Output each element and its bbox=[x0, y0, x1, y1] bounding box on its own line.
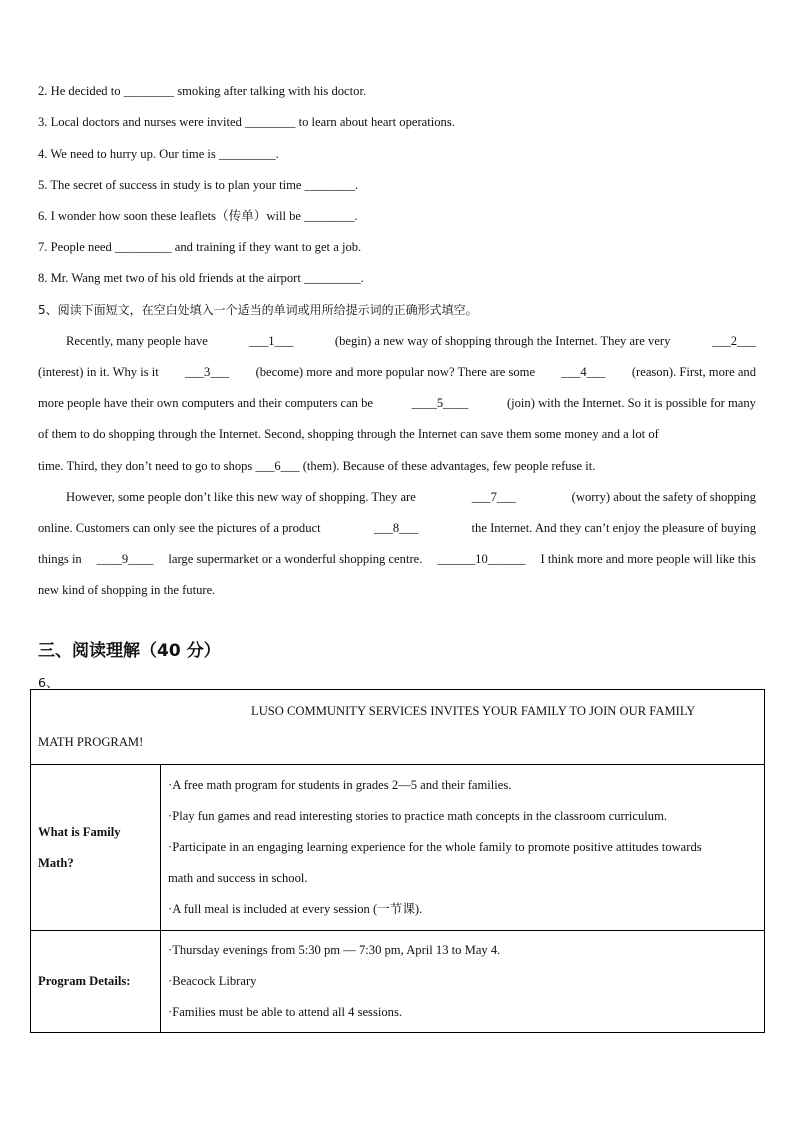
blank-10[interactable]: ______10______ bbox=[437, 552, 526, 566]
table-row bbox=[31, 931, 765, 1033]
blank-1[interactable]: ___1___ bbox=[249, 334, 294, 348]
passage-line: Recently, many people have ___1___ (begin) a new way of shopping through the Internet. They are very ___2___ bbox=[66, 334, 756, 348]
table-row bbox=[31, 765, 765, 931]
exercise-item-2: 2. He decided to ________ smoking after talking with his doctor. bbox=[38, 84, 367, 98]
blank-7[interactable]: ___7___ bbox=[471, 490, 516, 504]
question-number: 6、 bbox=[38, 675, 59, 690]
passage-line: new kind of shopping in the future. bbox=[38, 583, 216, 597]
passage-line: time. Third, they don’t need to go to shops ___6___ (them). Because of these advantages, few people refuse it. bbox=[38, 459, 596, 473]
passage-line: However, some people don’t like this new way of shopping. They are ___7___ (worry) about the safety of shopping bbox=[66, 490, 756, 504]
passage-line: online. Customers can only see the pictures of a product ___8___ the Internet. And they can’t enjoy the pleasure of buying bbox=[38, 521, 756, 535]
blank-5[interactable]: ____5____ bbox=[411, 396, 469, 410]
blank-8[interactable]: ___8___ bbox=[374, 521, 419, 535]
row-content: ·A free math program for students in grades 2—5 and their families. ·Play fun games and read interesting stories to practice math concepts in the classroom curriculum. ·Participate in an engaging learning experience for the whole family to promote positive attitudes towards math and success in school. ·A full meal is included at every session (一节课). bbox=[161, 765, 765, 931]
row-label: Program Details: bbox=[31, 931, 161, 1033]
task5-instruction: 5、阅读下面短文，在空白处填入一个适当的单词或用所给提示词的正确形式填空。 bbox=[38, 303, 478, 317]
exercise-item-6: 6. I wonder how soon these leaflets（传单）will be ________. bbox=[38, 209, 358, 223]
blank-2[interactable]: ___2___ bbox=[711, 334, 756, 348]
exercise-item-3: 3. Local doctors and nurses were invited ________ to learn about heart operations. bbox=[38, 115, 455, 129]
row-label: What is Family Math? bbox=[31, 765, 161, 931]
blank-3[interactable]: ___3___ bbox=[185, 365, 230, 379]
passage-line: of them to do shopping through the Internet. Second, shopping through the Internet can save them some money and a lot of bbox=[38, 427, 659, 441]
blank-4[interactable]: ___4___ bbox=[561, 365, 606, 379]
passage-line: more people have their own computers and their computers can be ____5____ (join) with the Internet. So it is possible for many bbox=[38, 396, 756, 410]
exercise-item-8: 8. Mr. Wang met two of his old friends at the airport _________. bbox=[38, 271, 364, 285]
section-title: 三、阅读理解（40 分） bbox=[38, 641, 221, 661]
exercise-item-4: 4. We need to hurry up. Our time is _________. bbox=[38, 147, 279, 161]
table-header: LUSO COMMUNITY SERVICES INVITES YOUR FAMILY TO JOIN OUR FAMILY MATH PROGRAM! bbox=[31, 690, 765, 765]
exercise-item-5: 5. The secret of success in study is to plan your time ________. bbox=[38, 178, 359, 192]
passage-line: things in ____9____ large supermarket or a wonderful shopping centre. ______10______ I think more and more people will like this bbox=[38, 552, 756, 566]
passage-line: (interest) in it. Why is it ___3___ (become) more and more popular now? There are some ___4___ (reason). First, more and bbox=[38, 365, 756, 379]
exercise-item-7: 7. People need _________ and training if they want to get a job. bbox=[38, 240, 362, 254]
row-content: ·Thursday evenings from 5:30 pm — 7:30 pm, April 13 to May 4. ·Beacock Library ·Families must be able to attend all 4 sessions. bbox=[161, 931, 765, 1033]
blank-6[interactable]: ___6___ bbox=[255, 459, 300, 473]
blank-9[interactable]: ____9____ bbox=[96, 552, 154, 566]
program-table bbox=[30, 689, 765, 1033]
